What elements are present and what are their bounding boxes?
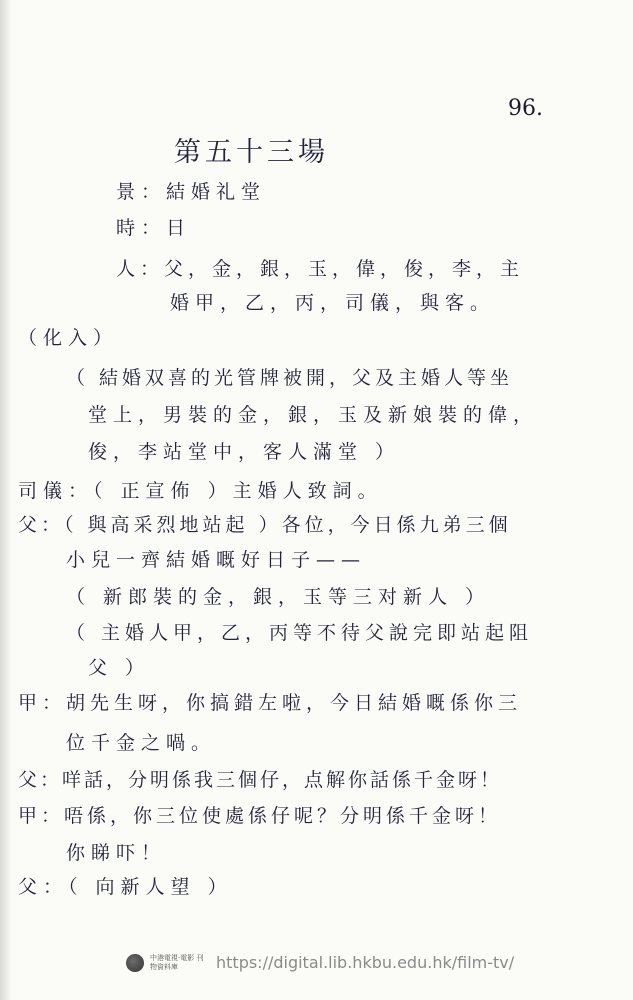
scene-cast-continued: 婚甲，乙，丙，司儀，與客。 — [170, 292, 496, 314]
stage-direction: 堂上，男裝的金，銀，玉及新娘裝的偉， — [88, 404, 539, 426]
page-number: 96. — [508, 96, 543, 121]
dialogue-line: 位千金之喎。 — [66, 732, 217, 754]
stage-direction: （ 新郎裝的金，銀，玉等三对新人 ） — [66, 586, 491, 608]
dialogue-line: 父：（ 與高采烈地站起 ）各位，今日係九弟三個 — [18, 514, 512, 536]
dialogue-line: 司儀：（ 正宣佈 ）主婚人致詞。 — [18, 480, 383, 502]
library-logo-icon — [126, 954, 144, 972]
scene-cast: 人：父，金，銀，玉，偉，俊，李，主 — [116, 258, 525, 280]
scene-time: 時：日 — [116, 217, 192, 239]
scene-title: 第五十三場 — [174, 137, 329, 168]
dialogue-line: 你睇吓！ — [66, 842, 167, 864]
watermark-footer — [126, 953, 514, 972]
scene-setting: 景：結婚礼堂 — [116, 181, 267, 203]
stage-direction: 父 ） — [88, 657, 151, 679]
stage-direction: 俊，李站堂中，客人滿堂 ） — [88, 441, 401, 463]
dialogue-line: 父：咩話，分明係我三個仔，点解你話係千金呀！ — [18, 769, 503, 791]
stage-direction: （ 主婚人甲，乙，丙等不待父說完即站起阻 — [66, 622, 534, 644]
stage-direction-fade-in: （化入） — [18, 327, 119, 349]
library-url-link[interactable]: https://digital.lib.hkbu.edu.hk/film-tv/ — [216, 953, 515, 972]
dialogue-line: 甲：胡先生呀，你搞錯左啦，今日結婚嘅係你三 — [18, 692, 523, 714]
dialogue-line: 小兒一齊結婚嘅好日子—— — [66, 549, 367, 571]
dialogue-line: 父：（ 向新人望 ） — [18, 876, 233, 898]
library-name: 中港電視·電影 刊物資料庫 — [150, 953, 204, 971]
dialogue-line: 甲：唔係，你三位使處係仔呢？分明係千金呀！ — [18, 805, 502, 827]
stage-direction: （ 結婚双喜的光管牌被開，父及主婚人等坐 — [66, 367, 514, 389]
